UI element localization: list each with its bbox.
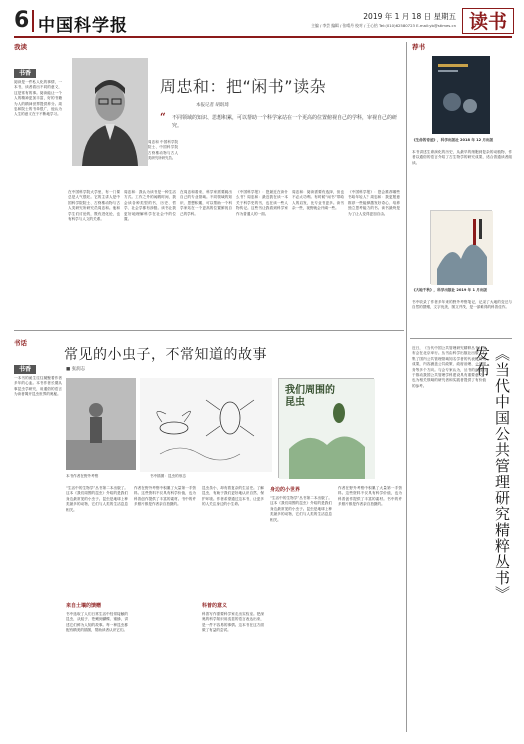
top-left-label: 我读 (14, 43, 27, 51)
insect-column-5: 作者在野外考察中积累了大量第一手资料。这些资料不仅具有科学价值，也为科普创作提供了丰富的素材。书中的许多照片都是作者亲自拍摄的。 (338, 486, 402, 507)
summary-mark: “ (160, 112, 166, 123)
feature-column-5: 周忠和：阅读需要有选择，但也不必太功利。有时候“闲书”带给人的启发，比专业书更多。读书杂一些，视野就会开阔一些。 (292, 190, 344, 211)
book2-caption: 《大地千秋》，科学出版社 2019 年 1 月出版 (412, 288, 488, 292)
author-photo (72, 58, 148, 166)
feature-column-1: 在中国科学院大学里，有一门课总是人气很旺。它的主讲人是中国科学院院士、古脊椎动物与古人类研究所研究员周忠和。他和学生们讨论的，既有进化论，也有科学与人文的关系。 (68, 190, 120, 222)
portrait-illustration (72, 58, 148, 166)
insect-column-4: “生活中的生物学”丛书第二本出版了。这本《我们周围的昆虫》介绍的是我们身边最常见的小虫子。昆虫是地球上种类最多的动物，它们与人类的生活息息相关。 (270, 496, 332, 522)
insect-subhead-2: 科普的意义 (202, 603, 228, 609)
section-badge: 读书 (462, 8, 514, 34)
insect-title: 常见的小虫子，不常知道的故事 (64, 347, 267, 363)
insect-column-2: 作者在野外考察中积累了大量第一手资料。这些资料不仅具有科学价值，也为科普创作提供了丰富的素材。书中的许多照片都是作者亲自拍摄的。 (134, 486, 196, 507)
column-divider (406, 42, 407, 732)
insect-caption-2: 书中插图：昆虫的形态 (150, 474, 186, 478)
feature-title: 周忠和：把“闲书”读杂 (160, 77, 327, 96)
masthead: 中国科学报 (38, 16, 128, 36)
book-cover-2 (430, 210, 492, 284)
book1-text: 本书讲述生命演化的历史，从最早的细胞到复杂的动植物，作者以通俗的语言介绍了古生物学的研究成果，适合普通读者阅读。 (412, 150, 512, 165)
book1-caption: 《生命的奇迹》，科学出版社 2018 年 12 月出版 (412, 138, 494, 142)
insect-left-column (14, 338, 62, 498)
header-rule (14, 36, 512, 38)
photo-caption: 周忠和 中国科学院院士、中国科学院古脊椎动物与古人类研究所研究员。 (148, 140, 178, 161)
insect-drawing (140, 378, 272, 472)
insect-side-text: 一本书的诞生往往凝聚着作者多年的心血。本书作者长期从事昆虫学研究，用通俗的语言为读者揭开昆虫世界的奥秘。 (14, 376, 62, 397)
header-meta: 主编 / 李芸 编辑 / 张晴丹 校对 / 王心怡 Tel:(010)62580723 E-mail:yb@stimes.cn (311, 23, 456, 28)
feature-column-6: 《中国科学报》：您会推荐哪些书给年轻人？周忠和：我更愿意推荐一些能够激发好奇心、培养独立思考能力的书。读书最终是为了让人变得更加自由。 (348, 190, 400, 216)
insect-book-cover (278, 378, 374, 478)
feature-column-2: 周忠和：我认为读书是一种生活方式。工作之外的闲暇时间，我会读各种类型的书，历史、哲学、社会学都有涉猎。读书让我更好地理解科学在社会中的位置。 (124, 190, 176, 222)
feature-column-4: 《中国科学报》：您最近在读什么书？周忠和：最近我在读一本关于科学史的书，也在读一些人物传记。这些书让我看到科学家作为普通人的一面。 (236, 190, 288, 216)
insect-caption-1: 本书作者在野外考察 (66, 474, 99, 478)
field-photo-art (66, 378, 136, 470)
insect-book-title: 我们周围的昆虫 (285, 385, 335, 408)
insect-column-3b: 科普写作需要科学家走出实验室。把深奥的科学知识用浅显的语言表达出来，是一件不容易的事情。这本书在这方面做了有益的尝试。 (202, 612, 264, 633)
feature-body (68, 190, 402, 320)
book-cover-2-art (431, 211, 493, 285)
feature-summary: 不同领域的知识、思想积累，可以帮助一个科学家站在一个更高的位置俯视自己的学科，审视自己的研究。 (172, 115, 398, 129)
book-cover-1-art (432, 56, 490, 134)
insect-illustration (140, 378, 272, 472)
field-photo (66, 378, 136, 470)
insect-subhead-3: 身边的小世界 (270, 487, 301, 493)
top-left-column (14, 42, 62, 272)
feature-byline: 本报记者 胡珉琦 (196, 103, 229, 108)
insect-column-3: 昆虫虽小，却有着复杂的生活史。了解昆虫，有助于我们更好地认识自然、保护环境。作者希望通过这本书，让更多的人关注身边的小生命。 (202, 486, 264, 507)
page-header (14, 8, 514, 34)
insect-column-1: “生活中的生物学”丛书第二本出版了。这本《我们周围的昆虫》介绍的是我们身边最常见的小虫子。昆虫是地球上种类最多的动物，它们与人类的生活息息相关。 (66, 486, 128, 512)
top-left-text: 阅读是一件私人化的事情，一本书，读者看出不同的意义，这是常有的事。阅读能让一个人的精神更加丰富，好的书籍为人的精神世界提供养分。周忠和院士的书单很广，他认为人生的意义在于不断地学习。 (14, 80, 62, 117)
header-date: 2019 年 1 月 18 日 星期五 (363, 12, 456, 21)
vertical-title: 《当代中国公共管理研究精粹丛书》发布 (473, 346, 511, 602)
insect-byline: ■ 张润志 (66, 367, 86, 372)
right-column-text: 近日，《当代中国公共管理研究精粹丛书》发布会在北京举行。丛书由科学出版社出版，汇集了国内公共管理领域知名学者的代表性研究成果，内容涵盖公共政策、政府治理、公共服务等多个方向。与会专家认为，丛书的出版对于推动我国公共管理学科建设具有重要意义，也为相关领域的研究者和实践者提供了有价值的参考。 (412, 346, 486, 388)
insect-column-1b: 书中选取了人们日常生活中经常接触的昆虫，从蚊子、苍蝇到蝴蝶、蜜蜂，讲述它们鲜为人知的故事。每一种昆虫都配有精美的插图，帮助读者认识它们。 (66, 612, 128, 633)
book2-text: 书中收录了作者多年来的野外考察笔记，记录了大地的变迁与自然的馈赠，文字优美，图文并茂，是一部难得的科普佳作。 (412, 300, 512, 310)
right-story-divider (410, 338, 512, 339)
story-divider (14, 330, 404, 331)
insect-body (66, 486, 404, 736)
book-cover-1 (432, 56, 490, 134)
feature-column-3: 在周忠和看来，科学家需要跳出自己的专业领域。不同领域的知识、思想积累，可以帮助一个科学家站在一个更高的位置俯视自己的学科。 (180, 190, 232, 216)
insect-tag: 书香 (14, 365, 36, 374)
page-number: 6 (14, 8, 30, 33)
book-column-label: 荐书 (412, 43, 425, 51)
header-divider (32, 10, 34, 32)
book-column (412, 42, 512, 332)
insect-label: 书话 (14, 339, 27, 347)
insect-subhead-1: 来自土壤的馈赠 (66, 603, 102, 609)
top-left-tag: 书香 (14, 69, 36, 78)
